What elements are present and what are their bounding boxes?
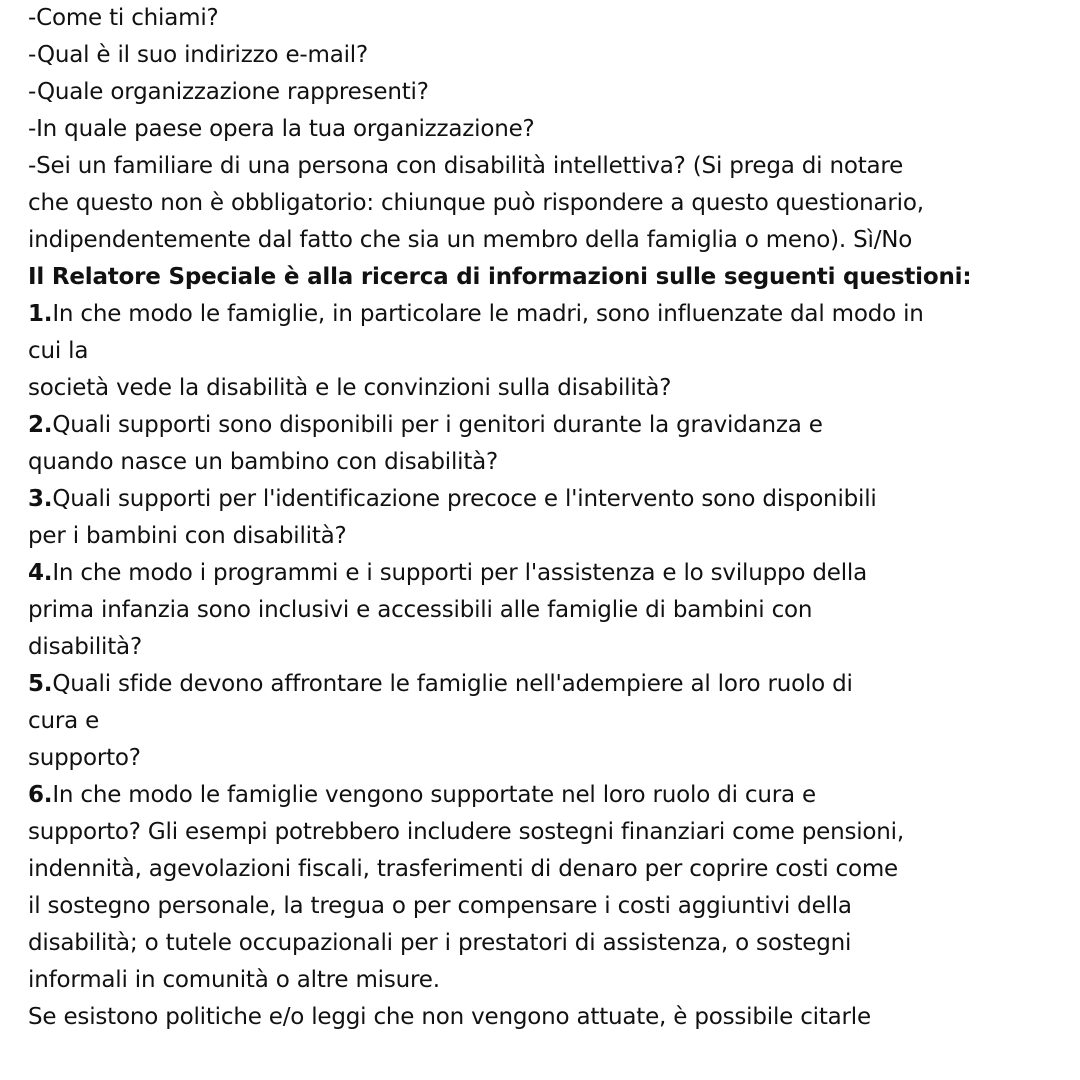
list-item-4 [28,555,1058,592]
list-item-3 [28,481,1058,518]
question-family-line: che questo non è obbligatorio: chiunque può rispondere a questo questionario, [28,190,924,216]
question-organization: -Quale organizzazione rappresenti? [28,79,429,105]
list-item-2 [28,407,1058,444]
list-item-4-cont: prima infanzia sono inclusivi e accessibili alle famiglie di bambini con [28,597,813,623]
list-item-5 [28,666,1058,703]
item-text: In che modo le famiglie vengono supportate nel loro ruolo di cura e [52,782,816,808]
list-item-3-cont: per i bambini con disabilità? [28,523,347,549]
closing-line: Se esistono politiche e/o leggi che non vengono attuate, è possibile citarle [28,1004,871,1030]
item-number: 6. [28,782,53,808]
item-text: Quali supporti per l'identificazione precoce e l'intervento sono disponibili [52,486,877,512]
question-family-line: -Sei un familiare di una persona con disabilità intellettiva? (Si prega di notare [28,153,904,179]
list-item-5-cont: cura e [28,708,100,734]
section-heading: Il Relatore Speciale è alla ricerca di informazioni sulle seguenti questioni: [28,264,972,290]
item-text: In che modo le famiglie, in particolare le madri, sono influenzate dal modo in [52,301,924,327]
item-text: Quali supporti sono disponibili per i genitori durante la gravidanza e [52,412,823,438]
list-item-6 [28,777,1058,814]
list-item-1 [28,296,1058,333]
list-item-6-cont: informali in comunità o altre misure. [28,967,440,993]
question-name: -Come ti chiami? [28,5,219,31]
item-text: In che modo i programmi e i supporti per l'assistenza e lo sviluppo della [52,560,867,586]
item-number: 5. [28,671,53,697]
list-item-4-cont: disabilità? [28,634,142,660]
question-family-line: indipendentemente dal fatto che sia un membro della famiglia o meno). Sì/No [28,227,913,253]
item-number: 4. [28,560,53,586]
list-item-6-cont: il sostegno personale, la tregua o per compensare i costi aggiuntivi della [28,893,852,919]
item-number: 1. [28,301,53,327]
list-item-6-cont: indennità, agevolazioni fiscali, trasferimenti di denaro per coprire costi come [28,856,898,882]
document-body [28,0,1058,1036]
list-item-2-cont: quando nasce un bambino con disabilità? [28,449,499,475]
item-text: Quali sfide devono affrontare le famiglie nell'adempiere al loro ruolo di [52,671,853,697]
list-item-6-cont: disabilità; o tutele occupazionali per i prestatori di assistenza, o sostegni [28,930,852,956]
list-item-1-cont: cui la [28,338,89,364]
list-item-5-cont: supporto? [28,745,141,771]
question-country: -In quale paese opera la tua organizzazione? [28,116,535,142]
question-email: -Qual è il suo indirizzo e-mail? [28,42,368,68]
list-item-6-cont: supporto? Gli esempi potrebbero includere sostegni finanziari come pensioni, [28,819,904,845]
item-number: 2. [28,412,53,438]
item-number: 3. [28,486,53,512]
list-item-1-cont: società vede la disabilità e le convinzioni sulla disabilità? [28,375,672,401]
